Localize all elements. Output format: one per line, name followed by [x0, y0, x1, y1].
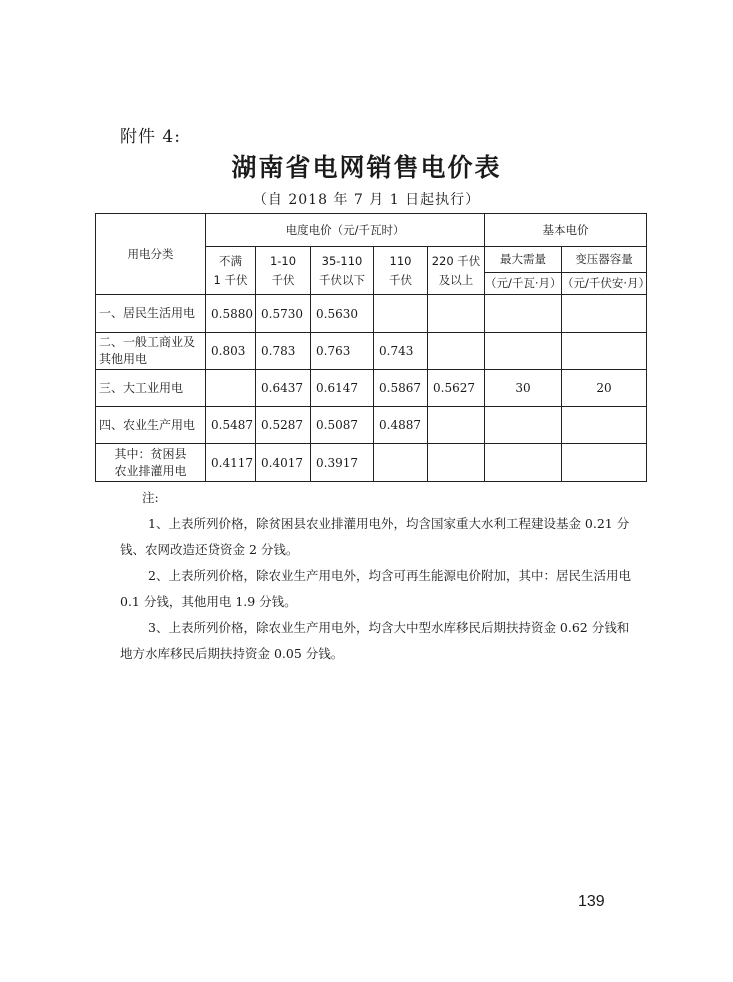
category-cell [96, 444, 206, 482]
price-cell [374, 444, 428, 482]
max-demand-cell [485, 444, 562, 482]
price-cell: 0.743 [374, 333, 428, 370]
price-cell: 0.4017 [256, 444, 311, 482]
price-cell: 0.803 [206, 333, 256, 370]
voltage-header [428, 247, 485, 295]
price-cell [374, 295, 428, 333]
category-line2: 其他用电 [99, 352, 148, 366]
price-cell: 0.5087 [311, 407, 374, 444]
price-cell: 0.783 [256, 333, 311, 370]
transformer-capacity-cell [562, 407, 647, 444]
table-row [96, 444, 647, 482]
max-demand-cell [485, 407, 562, 444]
voltage-header-line1: 110 [389, 253, 412, 268]
voltage-header-line2: 千伏 [389, 272, 412, 287]
category-cell [96, 370, 206, 407]
price-cell: 0.3917 [311, 444, 374, 482]
table-row [96, 333, 647, 370]
price-cell: 0.5880 [206, 295, 256, 333]
page-title: 湖南省电网销售电价表 [231, 153, 502, 182]
kwh-price-header: 电度电价（元/千瓦时） [206, 214, 485, 247]
transformer-capacity-cell [562, 444, 647, 482]
voltage-header-line1: 不满 [219, 253, 242, 268]
price-cell: 0.5287 [256, 407, 311, 444]
voltage-header-line1: 1-10 [269, 253, 297, 268]
note-item: 2、上表所列价格，除农业生产用电外，均含可再生能源电价附加，其中：居民生活用电 0.1 分钱，其他用电 1.9 分钱。 [120, 568, 631, 609]
max-demand-cell [485, 333, 562, 370]
price-cell [428, 333, 485, 370]
page-number: 139 [578, 893, 605, 910]
category-header: 用电分类 [96, 214, 206, 295]
table-row [96, 407, 647, 444]
max-demand-cell: 30 [485, 370, 562, 407]
category-cell [96, 407, 206, 444]
price-cell: 0.5627 [428, 370, 485, 407]
price-cell [428, 444, 485, 482]
price-cell: 0.5867 [374, 370, 428, 407]
voltage-header [311, 247, 374, 295]
category-line1: 一、居民生活用电 [99, 306, 196, 320]
category-line1: 四、农业生产用电 [99, 417, 196, 432]
tariff-table [95, 213, 651, 482]
category-line1: 其中：贫困县 [114, 446, 187, 461]
category-line2: 农业排灌用电 [114, 463, 187, 478]
max-demand-unit: （元/千瓦·月） [485, 273, 562, 295]
note-item: 3、上表所列价格，除农业生产用电外，均含大中型水库移民后期扶持资金 0.62 分钱和地方水库移民后期扶持资金 0.05 分钱。 [120, 620, 630, 661]
voltage-header-line2: 千伏 [271, 272, 295, 287]
voltage-header-line1: 220 千伏 [431, 253, 481, 268]
category-cell [96, 333, 206, 370]
voltage-header-line1: 35-110 [321, 253, 363, 268]
notes-heading: 注: [142, 490, 159, 505]
transformer-capacity-unit: （元/千伏安·月） [562, 273, 647, 295]
transformer-capacity-cell: 20 [562, 370, 647, 407]
price-cell: 0.6147 [311, 370, 374, 407]
note-item: 1、上表所列价格，除贫困县农业排灌用电外，均含国家重大水利工程建设基金 0.21 分钱、农网改造还贷资金 2 分钱。 [120, 516, 630, 557]
max-demand-header: 最大需量 [485, 247, 562, 273]
category-line1: 二、一般工商业及 [99, 335, 196, 349]
transformer-capacity-cell [562, 333, 647, 370]
voltage-header-line2: 千伏以下 [319, 272, 365, 287]
table-row [96, 295, 647, 333]
price-cell: 0.5487 [206, 407, 256, 444]
price-cell: 0.5730 [256, 295, 311, 333]
effective-date-subtitle: （自 2018 年 7 月 1 日起执行） [252, 192, 481, 208]
attachment-label: 附件 4: [120, 127, 181, 147]
table-row [96, 370, 647, 407]
voltage-header [206, 247, 256, 295]
transformer-capacity-header: 变压器容量 [562, 247, 647, 273]
price-cell: 0.6437 [256, 370, 311, 407]
voltage-header-line2: 及以上 [438, 272, 474, 287]
price-cell: 0.5630 [311, 295, 374, 333]
price-cell: 0.4117 [206, 444, 256, 482]
voltage-header [374, 247, 428, 295]
price-cell: 0.4887 [374, 407, 428, 444]
category-cell [96, 295, 206, 333]
price-cell: 0.763 [311, 333, 374, 370]
max-demand-cell [485, 295, 562, 333]
transformer-capacity-cell [562, 295, 647, 333]
price-cell [428, 295, 485, 333]
basic-price-header: 基本电价 [485, 214, 647, 247]
voltage-header [256, 247, 311, 295]
category-line1: 三、大工业用电 [99, 380, 184, 395]
notes-section [120, 485, 640, 667]
price-cell [206, 370, 256, 407]
price-cell [428, 407, 485, 444]
voltage-header-line2: 1 千伏 [213, 272, 248, 287]
